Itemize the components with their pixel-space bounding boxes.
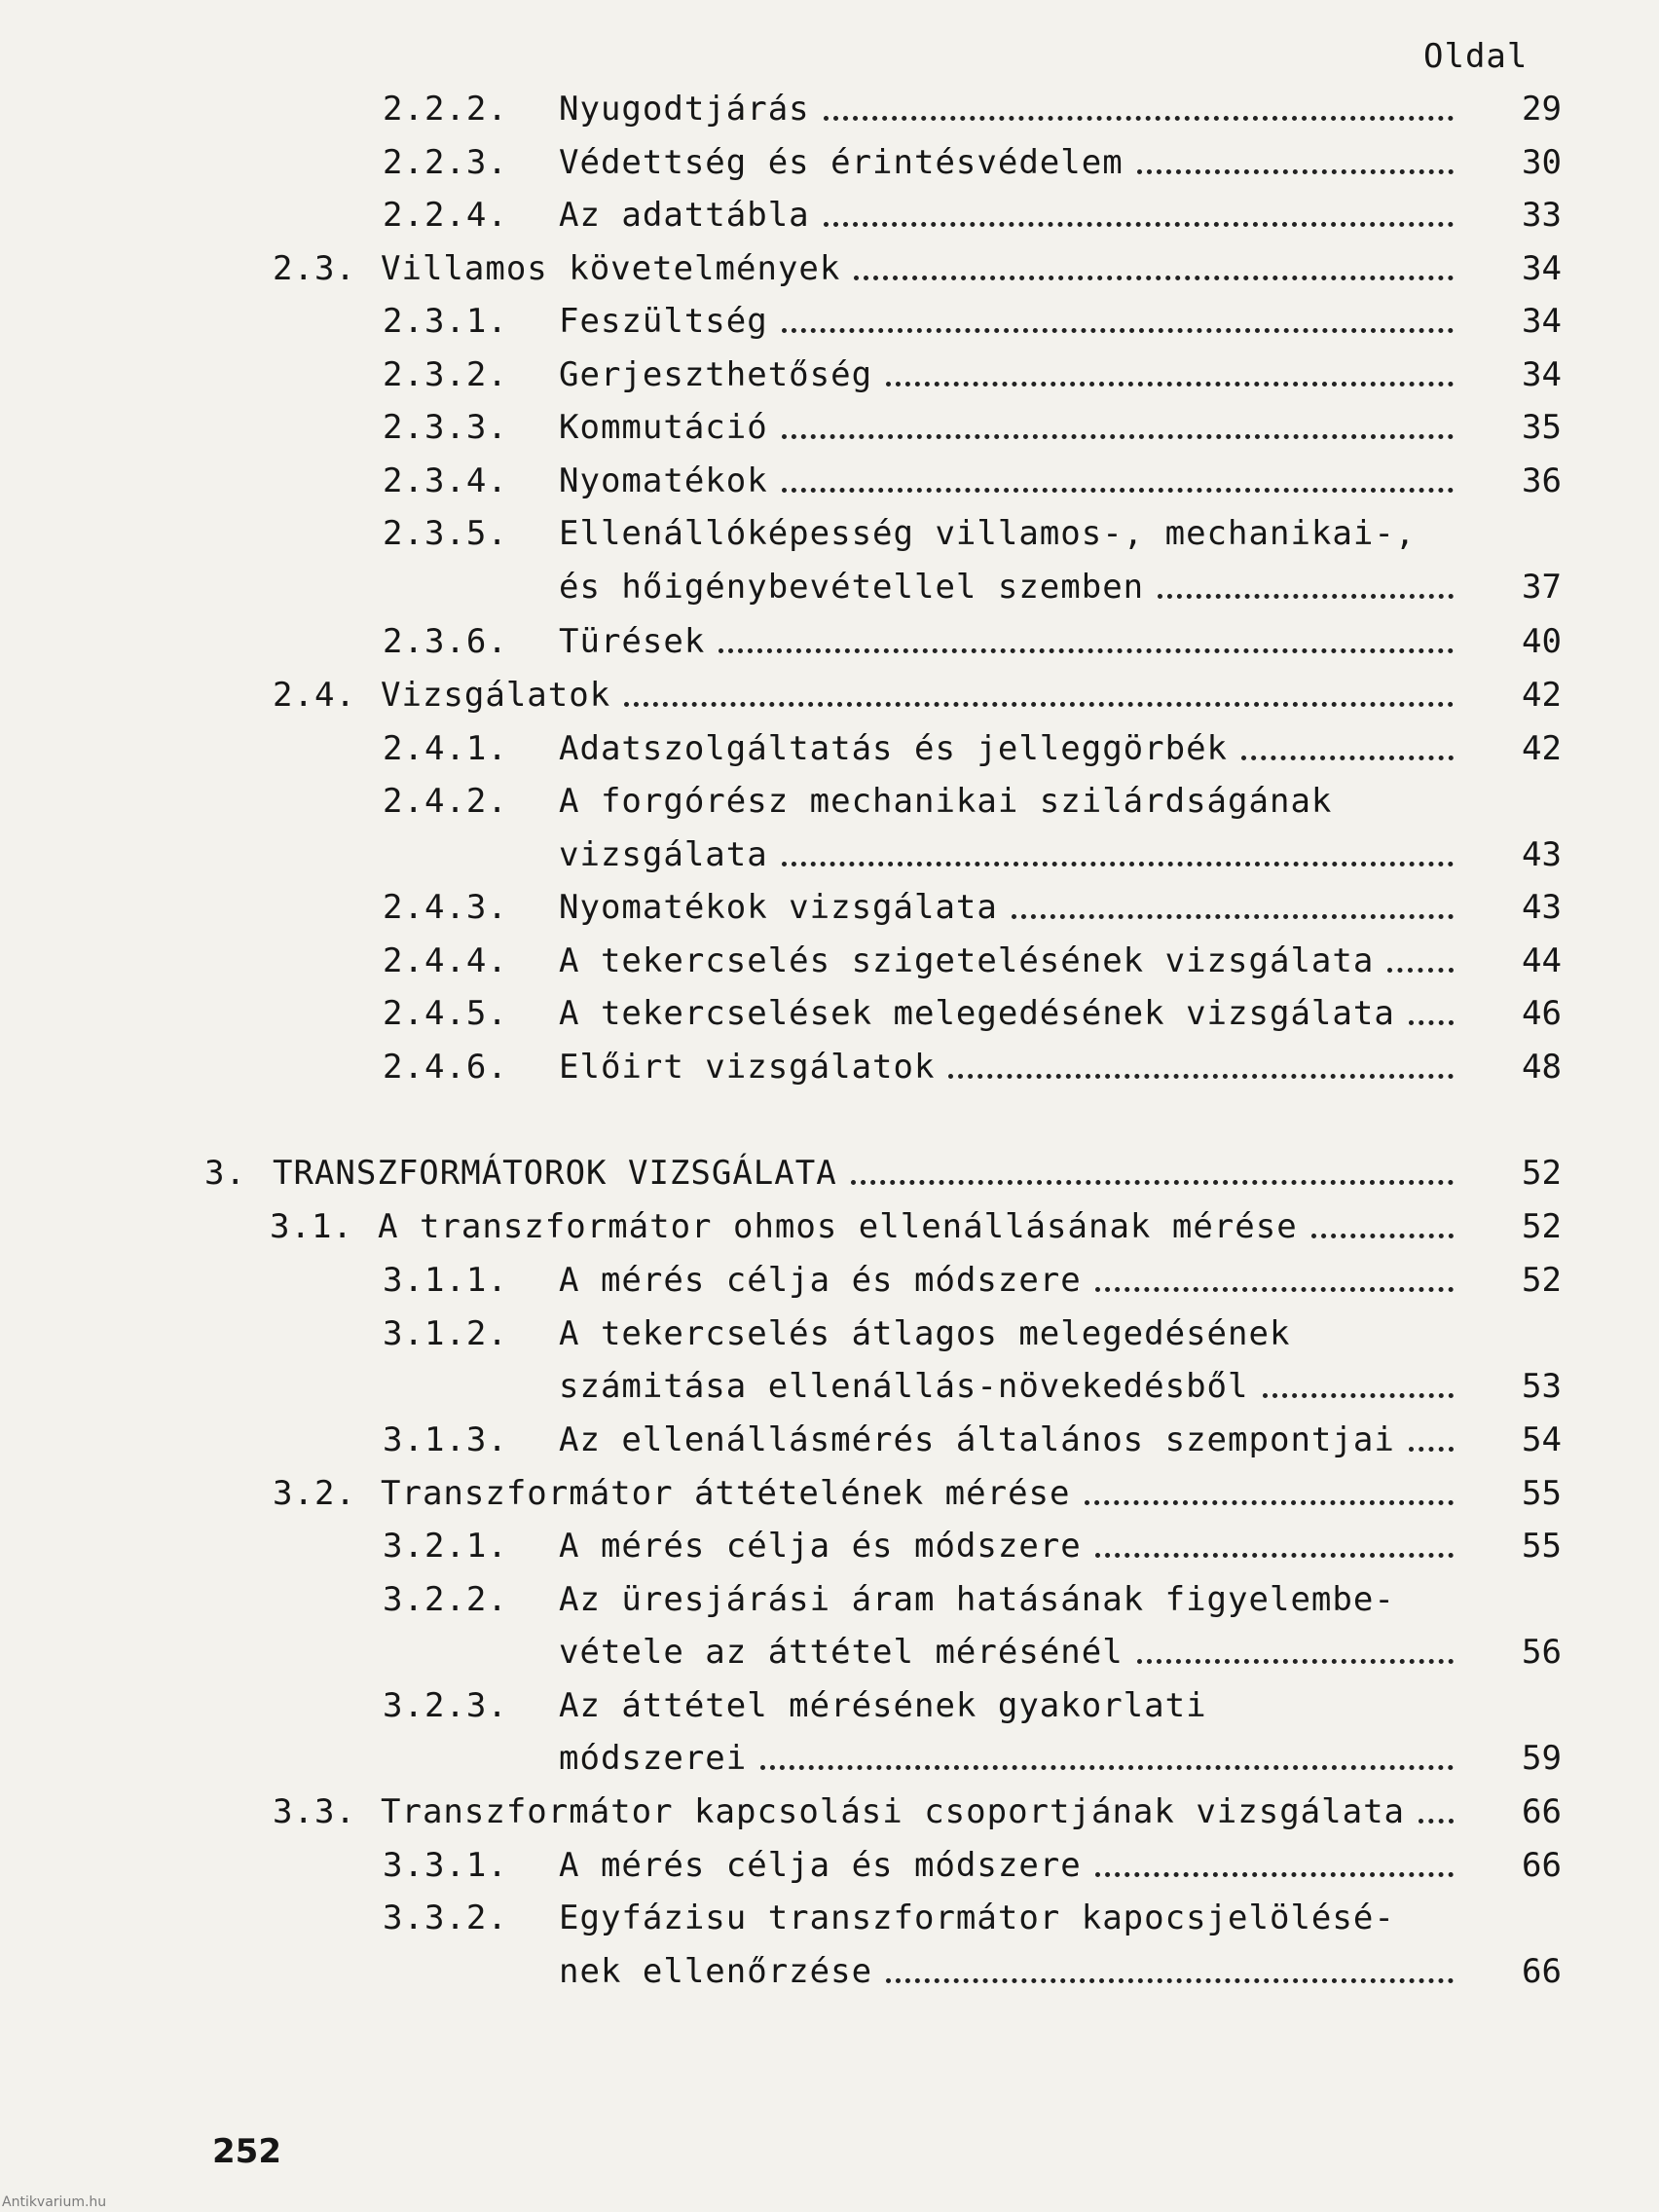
toc-entry-title: [559, 1895, 1459, 1941]
toc-entry-page: 52: [1522, 1261, 1562, 1300]
toc-entry-number: 2.3.6.: [383, 622, 508, 661]
toc-entry-title: [381, 245, 1459, 292]
toc-entry-leader: [824, 116, 1454, 121]
toc-entry-page: 52: [1522, 1207, 1562, 1246]
toc-entry-page: 59: [1522, 1739, 1562, 1778]
toc-entry-leader: [1311, 1234, 1454, 1238]
toc-entry-title-text: A tekercselés szigetelésének vizsgálata: [559, 941, 1375, 980]
toc-entry-leader: [624, 702, 1454, 707]
toc-entry: [0, 139, 1659, 186]
toc-entry-title-text: A tekercselések melegedésének vizsgálata: [559, 994, 1395, 1033]
toc-entry-number: 3.2.1.: [383, 1527, 508, 1566]
toc-entry-title-text: Ellenállóképesség villamos-, mechanikai-,: [559, 514, 1417, 553]
toc-entry-title: [559, 990, 1459, 1037]
toc-entry-title: [559, 778, 1459, 825]
toc-entry-title-text: TRANSZFORMÁTOROK VIZSGÁLATA: [273, 1154, 837, 1193]
toc-entry-title-text: vizsgálata: [559, 835, 768, 874]
toc-entry-number: 3.1.3.: [383, 1420, 508, 1459]
toc-entry-page: 33: [1522, 196, 1562, 235]
toc-entry-number: 2.3.5.: [383, 514, 508, 553]
toc-entry-title-text: Egyfázisu transzformátor kapocsjelölésé-: [559, 1899, 1395, 1937]
toc-entry-leader: [948, 1074, 1454, 1079]
toc-entry-title: [559, 1576, 1459, 1623]
toc-entry-title: [559, 1629, 1459, 1676]
toc-entry: [0, 1629, 1659, 1676]
toc-entry-title-text: Az ellenállásmérés általános szempontjai: [559, 1420, 1395, 1459]
toc-entry-title: [559, 1417, 1459, 1463]
toc-entry: [0, 884, 1659, 931]
toc-entry-title-text: nek ellenőrzése: [559, 1952, 873, 1991]
toc-entry-number: 3.3.1.: [383, 1846, 508, 1885]
toc-entry-number: 2.4.2.: [383, 782, 508, 821]
toc-entry-title: [381, 1788, 1459, 1835]
toc-entry-title: [559, 1044, 1459, 1090]
toc-entry: [0, 1735, 1659, 1782]
toc-entry-title: [381, 672, 1459, 719]
toc-entry: [0, 1842, 1659, 1889]
toc-entry-page: 34: [1522, 302, 1562, 341]
toc-entry-page: 36: [1522, 461, 1562, 500]
toc-entry-title-text: számitása ellenállás-növekedésből: [559, 1367, 1249, 1406]
toc-entry-title-text: Gerjeszthetőség: [559, 355, 873, 394]
toc-entry-title-text: Az üresjárási áram hatásának figyelembe-: [559, 1580, 1395, 1619]
toc-entry-leader: [1095, 1287, 1454, 1292]
toc-entry-leader: [824, 222, 1454, 227]
toc-entry-page: 44: [1522, 941, 1562, 980]
toc-entry-page: 30: [1522, 143, 1562, 182]
toc-entry: [0, 564, 1659, 610]
toc-entry: [0, 1044, 1659, 1090]
toc-entry-leader: [1387, 968, 1454, 973]
toc-entry-leader: [1137, 169, 1454, 174]
toc-entry-title-text: Nyomatékok: [559, 461, 768, 500]
toc-entry: [0, 990, 1659, 1037]
toc-entry-page: 46: [1522, 994, 1562, 1033]
toc-entry-leader: [782, 488, 1454, 493]
toc-entry-title: [559, 510, 1459, 557]
toc-entry-title: [559, 938, 1459, 984]
toc-entry: [0, 1310, 1659, 1357]
toc-entry-number: 2.4.5.: [383, 994, 508, 1033]
toc-entry: [0, 1948, 1659, 1995]
toc-entry: [0, 1257, 1659, 1304]
toc-entry-number: 3.1.1.: [383, 1261, 508, 1300]
toc-entry: [0, 458, 1659, 504]
toc-entry-number: 2.3.3.: [383, 408, 508, 447]
toc-entry: [0, 1682, 1659, 1729]
toc-entry-number: 2.3.: [273, 249, 356, 288]
toc-entry-title: [559, 351, 1459, 398]
toc-entry-leader: [1137, 1659, 1454, 1664]
toc-entry-leader: [851, 1180, 1454, 1185]
toc-entry-title: [559, 1310, 1459, 1357]
toc-entry-title-text: A transzformátor ohmos ellenállásának mérése: [378, 1207, 1298, 1246]
toc-entry-title: [559, 831, 1459, 878]
toc-entry-title: [559, 1842, 1459, 1889]
toc-entry-page: 43: [1522, 888, 1562, 927]
toc-entry: [0, 1576, 1659, 1623]
toc-entry: [0, 510, 1659, 557]
toc-entry-page: 66: [1522, 1792, 1562, 1831]
toc-entry: [0, 1470, 1659, 1517]
toc-entry: [0, 404, 1659, 451]
toc-entry-title-text: Transzformátor áttételének mérése: [381, 1474, 1071, 1513]
toc-entry-page: 43: [1522, 835, 1562, 874]
toc-entry-page: 34: [1522, 249, 1562, 288]
toc-entry-leader: [782, 862, 1454, 866]
toc-entry-title: [559, 725, 1459, 772]
toc-entry-number: 2.3.4.: [383, 461, 508, 500]
toc-entry-title: [559, 1948, 1459, 1995]
toc-entry-number: 3.3.: [273, 1792, 356, 1831]
toc-entry: [0, 298, 1659, 345]
toc-entry-title-text: vétele az áttétel mérésénél: [559, 1633, 1124, 1672]
toc-entry-title: [559, 1523, 1459, 1569]
toc-entry-page: 53: [1522, 1367, 1562, 1406]
toc-entry-title-text: Nyugodtjárás: [559, 90, 810, 129]
toc-entry-leader: [719, 648, 1454, 653]
toc-entry: [0, 725, 1659, 772]
toc-entry-title: [559, 298, 1459, 345]
toc-entry-title-text: A mérés célja és módszere: [559, 1846, 1082, 1885]
toc-entry: [0, 1895, 1659, 1941]
toc-entry-title-text: A mérés célja és módszere: [559, 1261, 1082, 1300]
toc-entry: [0, 1417, 1659, 1463]
toc-entry-number: 2.4.4.: [383, 941, 508, 980]
toc-entry-title: [559, 404, 1459, 451]
toc-entry-title-text: Kommutáció: [559, 408, 768, 447]
toc-entry-page: 40: [1522, 622, 1562, 661]
toc-entry-page: 48: [1522, 1048, 1562, 1087]
toc-entry-title: [559, 86, 1459, 132]
toc-entry-number: 3.1.2.: [383, 1314, 508, 1353]
toc-entry-title: [559, 1682, 1459, 1729]
toc-entry-leader: [1409, 1447, 1454, 1452]
toc-entry-page: 66: [1522, 1846, 1562, 1885]
toc-entry-leader: [1419, 1819, 1454, 1824]
toc-entry-title: [559, 618, 1459, 665]
toc-entry-leader: [782, 328, 1454, 333]
toc-entry-page: 55: [1522, 1527, 1562, 1566]
toc-entry: [0, 1150, 1659, 1197]
toc-entry-title-text: Adatszolgáltatás és jelleggörbék: [559, 729, 1229, 768]
toc-entry-title: [559, 458, 1459, 504]
toc-entry-number: 3.1.: [270, 1207, 353, 1246]
toc-entry-number: 3.2.2.: [383, 1580, 508, 1619]
toc-entry-page: 56: [1522, 1633, 1562, 1672]
toc-entry-page: 35: [1522, 408, 1562, 447]
toc-entry-title: [559, 1363, 1459, 1410]
toc-entry-title-text: Nyomatékok vizsgálata: [559, 888, 998, 927]
toc-entry: [0, 831, 1659, 878]
toc-entry-number: 3.2.3.: [383, 1686, 508, 1725]
toc-entry-title-text: A forgórész mechanikai szilárdságának: [559, 782, 1333, 821]
toc-entry-leader: [1263, 1393, 1454, 1398]
toc-entry-title: [559, 884, 1459, 931]
toc-entry: [0, 1523, 1659, 1569]
toc-entry-number: 2.3.2.: [383, 355, 508, 394]
toc-entry: [0, 778, 1659, 825]
toc-entry: [0, 938, 1659, 984]
toc-entry-leader: [1095, 1553, 1454, 1558]
toc-entry-number: 3.2.: [273, 1474, 356, 1513]
toc-entry: [0, 618, 1659, 665]
toc-entry-title: [378, 1203, 1459, 1250]
toc-entry-number: 3.3.2.: [383, 1899, 508, 1937]
toc-entry-number: 2.4.3.: [383, 888, 508, 927]
toc-entry-title-text: Feszültség: [559, 302, 768, 341]
toc-entry-title-text: Türések: [559, 622, 706, 661]
toc-entry-number: 2.4.: [273, 676, 356, 715]
toc-entry-number: 2.4.1.: [383, 729, 508, 768]
toc-entry-leader: [1241, 756, 1454, 760]
toc-entry: [0, 351, 1659, 398]
page-column-header: Oldal: [1423, 37, 1529, 76]
toc-entry-number: 2.2.4.: [383, 196, 508, 235]
toc-entry: [0, 1363, 1659, 1410]
toc-entry-page: 42: [1522, 676, 1562, 715]
toc-entry-leader: [886, 382, 1454, 387]
toc-entry: [0, 192, 1659, 239]
toc-entry-title-text: Vizsgálatok: [381, 676, 611, 715]
toc-entry-title: [559, 1735, 1459, 1782]
toc-entry: [0, 1203, 1659, 1250]
toc-entry-title: [559, 139, 1459, 186]
toc-entry-leader: [1158, 594, 1454, 599]
toc-entry-page: 42: [1522, 729, 1562, 768]
toc-entry-page: 37: [1522, 568, 1562, 607]
toc-entry-title: [559, 564, 1459, 610]
toc-entry-title: [381, 1470, 1459, 1517]
toc-entry: [0, 86, 1659, 132]
toc-entry-title-text: A tekercselés átlagos melegedésének: [559, 1314, 1291, 1353]
toc-entry-leader: [760, 1765, 1454, 1770]
toc-entry-page: 29: [1522, 90, 1562, 129]
toc-entry-number: 2.2.2.: [383, 90, 508, 129]
toc-entry: [0, 672, 1659, 719]
toc-entry-title-text: Az adattábla: [559, 196, 810, 235]
toc-entry: [0, 245, 1659, 292]
toc-entry-leader: [1095, 1872, 1454, 1877]
toc-entry-title-text: Védettség és érintésvédelem: [559, 143, 1124, 182]
toc-entry-page: 54: [1522, 1420, 1562, 1459]
toc-entry-title-text: és hőigénybevétellel szemben: [559, 568, 1145, 607]
toc-entry-leader: [886, 1978, 1454, 1983]
page-number: 252: [212, 2132, 281, 2171]
toc-entry-page: 34: [1522, 355, 1562, 394]
watermark: Antikvarium.hu: [2, 2194, 107, 2210]
toc-entry-title-text: A mérés célja és módszere: [559, 1527, 1082, 1566]
toc-entry-page: 66: [1522, 1952, 1562, 1991]
toc-entry-title-text: Villamos követelmények: [381, 249, 841, 288]
toc-entry-leader: [782, 434, 1454, 439]
toc-entry-title-text: módszerei: [559, 1739, 748, 1778]
toc-entry-leader: [854, 276, 1454, 280]
toc-entry-page: 52: [1522, 1154, 1562, 1193]
toc-entry-leader: [1409, 1020, 1454, 1025]
toc-entry-title-text: Az áttétel mérésének gyakorlati: [559, 1686, 1207, 1725]
toc-entry-leader: [1085, 1500, 1454, 1505]
toc-entry-title: [559, 1257, 1459, 1304]
toc-entry-title: [273, 1150, 1459, 1197]
toc-entry-number: 2.2.3.: [383, 143, 508, 182]
toc-entry-number: 2.4.6.: [383, 1048, 508, 1087]
toc-entry-title: [559, 192, 1459, 239]
toc-entry-title-text: Előirt vizsgálatok: [559, 1048, 936, 1087]
toc-entry-page: 55: [1522, 1474, 1562, 1513]
toc-entry-number: 2.3.1.: [383, 302, 508, 341]
toc-entry: [0, 1788, 1659, 1835]
toc-entry-title-text: Transzformátor kapcsolási csoportjának vizsgálata: [381, 1792, 1406, 1831]
toc-entry-number: 3.: [204, 1154, 246, 1193]
toc-entry-leader: [1012, 914, 1454, 919]
